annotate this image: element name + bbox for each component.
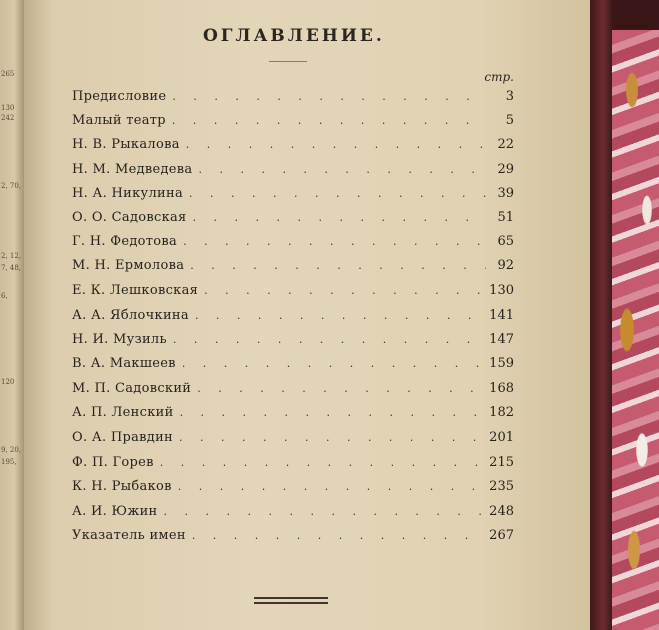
- toc-entry-page: 159: [489, 356, 514, 371]
- toc-entry-name: А. И. Южин: [72, 504, 158, 519]
- toc-entry-name: Е. К. Лешковская: [72, 283, 199, 298]
- dot-leader: [204, 284, 483, 297]
- toc-entry-name: М. П. Садовский: [72, 381, 192, 396]
- left-page-mark: 9, 20,: [1, 446, 22, 454]
- toc-entry-page: 29: [497, 162, 514, 177]
- toc-entry: [72, 479, 514, 497]
- dot-leader: [186, 138, 486, 151]
- dot-leader: [193, 211, 486, 224]
- dot-leader: [179, 431, 483, 444]
- toc-entry-name: Малый театр: [72, 113, 166, 128]
- dot-leader: [178, 480, 483, 493]
- dot-leader: [172, 90, 486, 103]
- toc-entry-page: 182: [489, 405, 514, 420]
- toc-entry-page: 141: [489, 308, 514, 323]
- toc-entry: [72, 455, 514, 473]
- toc-entry: [72, 381, 514, 399]
- toc-entry: [72, 332, 514, 350]
- toc-entry-page: 147: [489, 332, 514, 347]
- toc-entry-page: 22: [497, 137, 514, 152]
- end-rule-top: [254, 597, 328, 599]
- toc-entry-name: Указатель имен: [72, 528, 186, 543]
- dot-leader: [160, 456, 483, 469]
- left-page-mark: 265: [1, 70, 15, 78]
- toc-entry-page: 65: [497, 234, 514, 249]
- toc-entry: [72, 210, 514, 228]
- end-rule-bottom: [254, 602, 328, 604]
- page-title: ОГЛАВЛЕНИЕ.: [203, 26, 385, 46]
- left-page-edge: [0, 0, 24, 630]
- toc-entry-name: О. О. Садовская: [72, 210, 187, 225]
- dot-leader: [195, 309, 483, 322]
- toc-entry: [72, 528, 514, 546]
- toc-entry-name: М. Н. Ермолова: [72, 258, 185, 273]
- title-underline: [269, 61, 307, 62]
- page-column-label: стр.: [484, 70, 514, 84]
- toc-entry-name: А. А. Яблочкина: [72, 308, 189, 323]
- toc-entry: [72, 89, 514, 107]
- toc-entry-page: 168: [489, 381, 514, 396]
- toc-entry: [72, 258, 514, 276]
- marbled-endpaper: [612, 30, 659, 630]
- cover-edge: [612, 0, 659, 30]
- dot-leader: [172, 114, 486, 127]
- left-page-mark: 2, 70,: [1, 182, 22, 190]
- dot-leader: [182, 357, 483, 370]
- toc-entry-name: В. А. Макшеев: [72, 356, 176, 371]
- toc-entry-page: 215: [489, 455, 514, 470]
- toc-entry-name: Предисловие: [72, 89, 167, 104]
- dot-leader: [192, 529, 483, 542]
- toc-entry-name: Н. М. Медведева: [72, 162, 193, 177]
- toc-entry-page: 248: [489, 504, 514, 519]
- toc-entry: [72, 430, 514, 448]
- toc-entry: [72, 234, 514, 252]
- dot-leader: [189, 187, 486, 200]
- toc-entry: [72, 162, 514, 180]
- toc-entry: [72, 356, 514, 374]
- left-page-mark: 195,: [1, 458, 17, 466]
- dot-leader: [180, 406, 484, 419]
- toc-entry-page: 39: [497, 186, 514, 201]
- dot-leader: [173, 333, 483, 346]
- toc-entry: [72, 113, 514, 131]
- toc-entry-name: Г. Н. Федотова: [72, 234, 178, 249]
- toc-entry: [72, 405, 514, 423]
- toc-entry-page: 92: [497, 258, 514, 273]
- left-page-mark: 120: [1, 378, 15, 386]
- toc-entry-name: Н. В. Рыкалова: [72, 137, 180, 152]
- dot-leader: [190, 259, 486, 272]
- toc-entry: [72, 504, 514, 522]
- left-page-mark: 130: [1, 104, 15, 112]
- toc-entry-name: О. А. Правдин: [72, 430, 173, 445]
- book-spine: [590, 0, 612, 630]
- dot-leader: [183, 235, 486, 248]
- dot-leader: [164, 505, 484, 518]
- toc-entry-page: 51: [497, 210, 514, 225]
- toc-entry-name: Н. И. Музиль: [72, 332, 167, 347]
- toc-entry-page: 267: [489, 528, 514, 543]
- toc-entry-name: А. П. Ленский: [72, 405, 174, 420]
- toc-entry: [72, 137, 514, 155]
- dot-leader: [197, 382, 483, 395]
- toc-entry-name: Н. А. Никулина: [72, 186, 184, 201]
- left-page-mark: 242: [1, 114, 15, 122]
- toc-entry-page: 235: [489, 479, 514, 494]
- toc-entry-page: 130: [489, 283, 514, 298]
- left-page-mark: 7, 48,: [1, 264, 22, 272]
- toc-entry-page: 5: [505, 113, 514, 128]
- toc-entry-name: К. Н. Рыбаков: [72, 479, 172, 494]
- toc-entry-page: 201: [489, 430, 514, 445]
- dot-leader: [198, 163, 486, 176]
- left-page-mark: 2, 12,: [1, 252, 22, 260]
- toc-entry: [72, 186, 514, 204]
- toc-entry: [72, 283, 514, 301]
- left-page-mark: 6,: [1, 292, 8, 300]
- toc-entry-name: Ф. П. Горев: [72, 455, 154, 470]
- toc-entry: [72, 308, 514, 326]
- toc-entry-page: 3: [505, 89, 514, 104]
